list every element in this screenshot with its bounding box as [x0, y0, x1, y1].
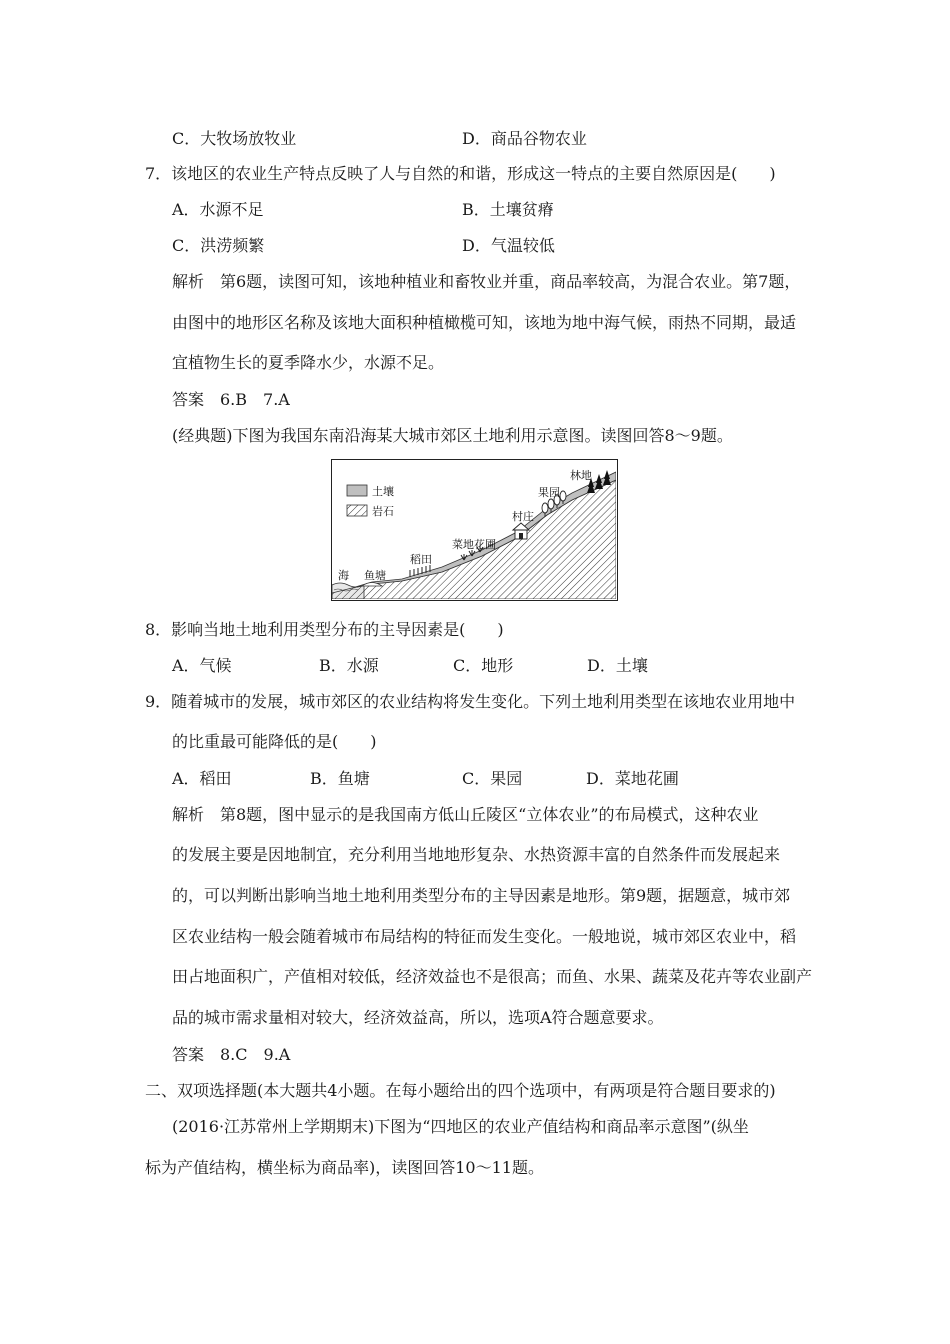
q8-option-a: A．气候 — [172, 656, 232, 675]
q8-option-d: D．土壤 — [587, 656, 648, 675]
label-forest: 林地 — [570, 469, 592, 482]
land-use-diagram — [331, 459, 618, 601]
q6-option-d: D．商品谷物农业 — [462, 129, 587, 148]
q7-options-row2 — [172, 235, 555, 257]
intro-q10-11-line1: (2016·江苏常州上学期期末)下图为“四地区的农业产值结构和商品率示意图”(纵坐 — [172, 1117, 749, 1136]
land-use-diagram-svg — [332, 460, 616, 599]
q9-option-c: C．果园 — [462, 769, 523, 788]
label-orchard: 果园 — [538, 486, 560, 499]
q7-option-c: C．洪涝频繁 — [172, 236, 265, 255]
q9-option-a: A．稻田 — [172, 769, 232, 788]
q7-options-row1 — [172, 199, 554, 221]
q9-option-b: B．鱼塘 — [310, 769, 370, 788]
q9-options — [172, 768, 679, 790]
q9-option-d: D．菜地花圃 — [586, 769, 679, 788]
q8-option-c: C．地形 — [453, 656, 514, 675]
q9-stem-line1: 9．随着城市的发展，城市郊区的农业结构将发生变化。下列土地利用类型在该地农业用地中 — [145, 692, 796, 711]
q7-option-a: A．水源不足 — [172, 200, 264, 219]
analysis2-line2: 的发展主要是因地制宜，充分利用当地地形复杂、水热资源丰富的自然条件而发展起来 — [172, 845, 781, 864]
q6-option-c: C．大牧场放牧业 — [172, 129, 297, 148]
q7-stem: 7．该地区的农业生产特点反映了人与自然的和谐，形成这一特点的主要自然原因是( ) — [145, 164, 776, 183]
intro-q10-11-line2: 标为产值结构，横坐标为商品率)，读图回答10～11题。 — [145, 1158, 544, 1177]
intro-q8-9: (经典题)下图为我国东南沿海某大城市郊区土地利用示意图。读图回答8～9题。 — [172, 426, 733, 445]
analysis2-line6: 品的城市需求量相对较大，经济效益高，所以，选项A符合题意要求。 — [172, 1008, 664, 1027]
analysis2-line3: 的，可以判断出影响当地土地利用类型分布的主导因素是地形。第9题，据题意，城市郊 — [172, 886, 791, 905]
q9-stem-line2: 的比重最可能降低的是( ) — [172, 732, 377, 751]
legend-soil-label: 土壤 — [372, 485, 394, 498]
analysis1-line1: 解析 第6题，读图可知，该地种植业和畜牧业并重，商品率较高，为混合农业。第7题， — [172, 272, 801, 291]
analysis2-line4: 区农业结构一般会随着城市布局结构的特征而发生变化。一般地说，城市郊区农业中，稻 — [172, 927, 797, 946]
legend-rock-swatch — [347, 505, 367, 516]
label-sea: 海 — [338, 569, 349, 582]
legend-soil-swatch — [347, 485, 367, 496]
answer1: 答案 6.B 7.A — [172, 390, 290, 409]
q8-option-b: B．水源 — [319, 656, 379, 675]
q6-options — [172, 128, 587, 150]
label-village: 村庄 — [512, 510, 534, 523]
analysis2-line1: 解析 第8题，图中显示的是我国南方低山丘陵区“立体农业”的布局模式，这种农业 — [172, 805, 759, 824]
analysis2-line5: 田占地面积广，产值相对较低，经济效益也不是很高；而鱼、水果、蔬菜及花卉等农业副产 — [172, 967, 813, 986]
label-vegetable: 菜地花圃 — [452, 538, 496, 551]
q8-options — [172, 655, 648, 677]
q7-option-b: B．土壤贫瘠 — [462, 200, 554, 219]
label-paddy: 稻田 — [410, 553, 432, 566]
analysis1-line3: 宜植物生长的夏季降水少，水源不足。 — [172, 353, 445, 372]
section2-heading: 二、双项选择题(本大题共4小题。在每小题给出的四个选项中，有两项是符合题目要求的) — [145, 1081, 776, 1100]
q7-option-d: D．气温较低 — [462, 236, 555, 255]
answer2: 答案 8.C 9.A — [172, 1045, 291, 1064]
q8-stem: 8．影响当地土地利用类型分布的主导因素是( ) — [145, 620, 504, 639]
analysis1-line2: 由图中的地形区名称及该地大面积种植橄榄可知，该地为地中海气候，雨热不同期，最适 — [172, 313, 797, 332]
label-fishpond: 鱼塘 — [364, 569, 386, 582]
legend-rock-label: 岩石 — [372, 505, 394, 518]
